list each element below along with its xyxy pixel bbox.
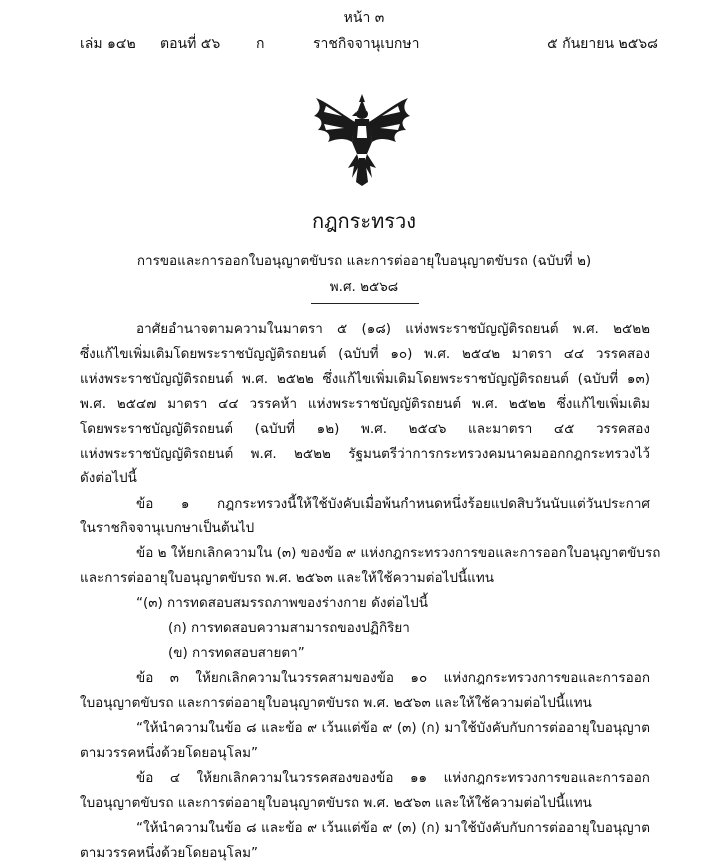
volume-number: เล่ม ๑๔๒ bbox=[80, 36, 136, 52]
clause-3-line: ใบอนุญาตขับรถ และการต่ออายุใบอนุญาตขับรถ พ.ศ. ๒๕๖๓ และให้ใช้ความต่อไปนี้แทน bbox=[80, 695, 592, 711]
quoted-line: “ให้นำความในข้อ ๘ และข้อ ๙ เว้นแต่ข้อ ๙ (๓) (ก) มาใช้บังคับกับการต่ออายุใบอนุญาต bbox=[136, 720, 650, 736]
clause-1-line: ในราชกิจจานุเบกษาเป็นต้นไป bbox=[80, 520, 255, 536]
body-line: ดังต่อไปนี้ bbox=[80, 470, 137, 486]
body-line: ซึ่งแก้ไขเพิ่มเติมโดยพระราชบัญญัติรถยนต์ (ฉบับที่ ๑๐) พ.ศ. ๒๕๔๒ มาตรา ๔๔ วรรคสอง bbox=[80, 346, 650, 362]
body-line: อาศัยอำนาจตามความในมาตรา ๕ (๑๘) แห่งพระราชบัญญัติรถยนต์ พ.ศ. ๒๕๒๒ bbox=[136, 321, 650, 337]
document-title: การขอและการออกใบอนุญาตขับรถ และการต่ออายุใบอนุญาตขับรถ (ฉบับที่ ๒) bbox=[136, 253, 592, 269]
document-type: กฎกระทรวง bbox=[311, 209, 417, 233]
body-line: โดยพระราชบัญญัติรถยนต์ (ฉบับที่ ๑๒) พ.ศ. ๒๕๔๖ และมาตรา ๔๕ วรรคสอง bbox=[80, 421, 650, 437]
quoted-line: “(๓) การทดสอบสมรรถภาพของร่างกาย ดังต่อไปนี้ bbox=[136, 595, 428, 611]
publication-date: ๕ กันยายน ๒๕๖๘ bbox=[547, 36, 658, 52]
quoted-line: ตามวรรคหนึ่งด้วยโดยอนุโลม” bbox=[80, 845, 259, 861]
body-line: แห่งพระราชบัญญัติรถยนต์ พ.ศ. ๒๕๒๒ ซึ่งแก้ไขเพิ่มเติมโดยพระราชบัญญัติรถยนต์ (ฉบับที่ ๑๓) bbox=[80, 371, 650, 387]
body-line: แห่งพระราชบัญญัติรถยนต์ พ.ศ. ๒๕๒๒ รัฐมนตรีว่าการกระทรวงคมนาคมออกกฎกระทรวงไว้ bbox=[80, 446, 650, 462]
document-year: พ.ศ. ๒๕๖๘ bbox=[329, 279, 399, 295]
quoted-line: “ให้นำความในข้อ ๘ และข้อ ๙ เว้นแต่ข้อ ๙ (๓) (ก) มาใช้บังคับกับการต่ออายุใบอนุญาต bbox=[136, 820, 650, 836]
clause-4-line: ข้อ ๔ ให้ยกเลิกความในวรรคสองของข้อ ๑๑ แห่งกฎกระทรวงการขอและการออก bbox=[136, 770, 650, 786]
clause-2-line: ข้อ ๒ ให้ยกเลิกความใน (๓) ของข้อ ๙ แห่งกฎกระทรวงการขอและการออกใบอนุญาตขับรถ bbox=[136, 545, 661, 561]
issue-number: ตอนที่ ๕๖ bbox=[160, 36, 221, 52]
gazette-name: ราชกิจจานุเบกษา bbox=[313, 36, 420, 52]
title-divider bbox=[311, 303, 419, 304]
clause-1-line: ข้อ ๑ กฎกระทรวงนี้ให้ใช้บังคับเมื่อพ้นกำหนดหนึ่งร้อยแปดสิบวันนับแต่วันประกาศ bbox=[136, 496, 650, 512]
section-letter: ก bbox=[256, 36, 265, 52]
gazette-header bbox=[80, 33, 658, 53]
page-number: หน้า ๓ bbox=[343, 10, 385, 26]
clause-3-line: ข้อ ๓ ให้ยกเลิกความในวรรคสามของข้อ ๑๐ แห่งกฎกระทรวงการขอและการออก bbox=[136, 670, 650, 686]
body-line: พ.ศ. ๒๕๔๗ มาตรา ๔๔ วรรคห้า แห่งพระราชบัญญัติรถยนต์ พ.ศ. ๒๕๒๒ ซึ่งแก้ไขเพิ่มเติม bbox=[80, 396, 650, 412]
garuda-emblem-icon bbox=[312, 92, 412, 187]
quoted-line: ตามวรรคหนึ่งด้วยโดยอนุโลม” bbox=[80, 745, 259, 761]
clause-2-line: และการต่ออายุใบอนุญาตขับรถ พ.ศ. ๒๕๖๓ และให้ใช้ความต่อไปนี้แทน bbox=[80, 570, 494, 586]
quoted-line: (ก) การทดสอบความสามารถของปฏิกิริยา bbox=[168, 620, 410, 636]
clause-4-line: ใบอนุญาตขับรถ และการต่ออายุใบอนุญาตขับรถ พ.ศ. ๒๕๖๓ และให้ใช้ความต่อไปนี้แทน bbox=[80, 795, 592, 811]
quoted-line: (ข) การทดสอบสายตา” bbox=[168, 645, 305, 661]
